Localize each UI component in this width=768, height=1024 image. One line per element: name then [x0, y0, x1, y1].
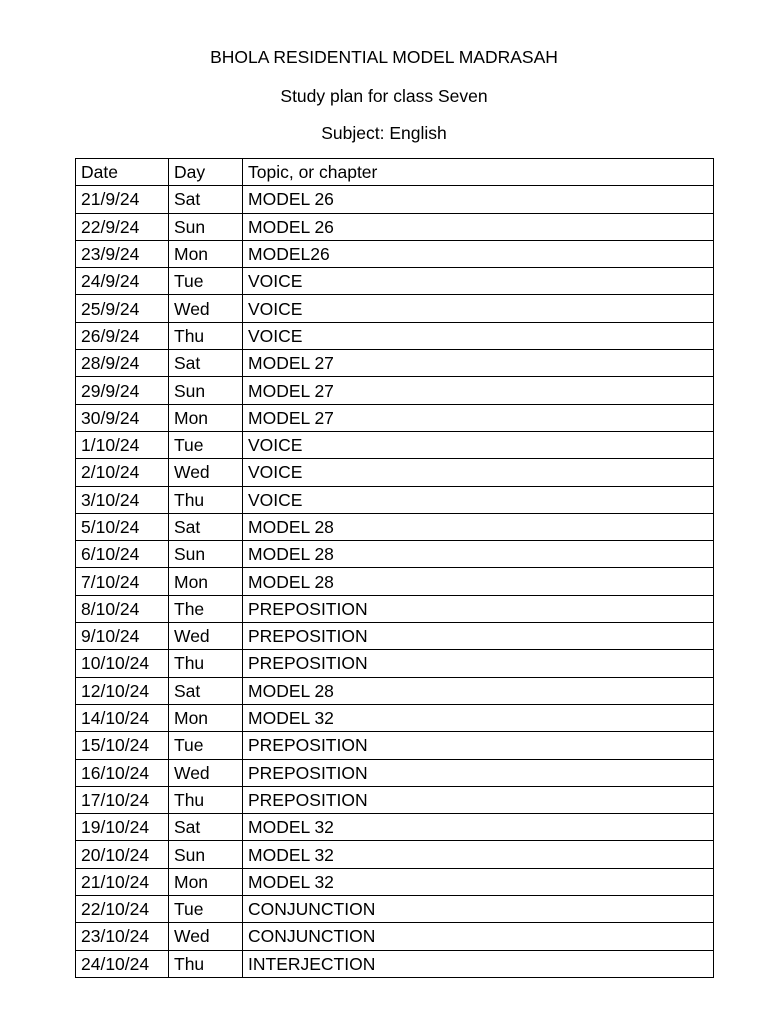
- day-cell: Sun: [169, 541, 243, 568]
- table-row: [76, 213, 714, 240]
- day-cell: Sat: [169, 677, 243, 704]
- date-cell: 1/10/24: [76, 431, 169, 458]
- date-cell: 16/10/24: [76, 759, 169, 786]
- table-row: [76, 677, 714, 704]
- topic-cell: MODEL 26: [243, 186, 714, 213]
- topic-cell: MODEL 28: [243, 541, 714, 568]
- topic-cell: VOICE: [243, 486, 714, 513]
- table-row: [76, 541, 714, 568]
- day-cell: Sun: [169, 841, 243, 868]
- topic-cell: VOICE: [243, 268, 714, 295]
- table-row: [76, 814, 714, 841]
- date-cell: 20/10/24: [76, 841, 169, 868]
- date-cell: 23/10/24: [76, 923, 169, 950]
- date-cell: 10/10/24: [76, 650, 169, 677]
- table-row: [76, 896, 714, 923]
- day-cell: Mon: [169, 404, 243, 431]
- table-row: [76, 841, 714, 868]
- date-cell: 29/9/24: [76, 377, 169, 404]
- table-row: [76, 759, 714, 786]
- table-row: [76, 568, 714, 595]
- day-cell: Tue: [169, 732, 243, 759]
- plan-title: Study plan for class Seven: [280, 86, 488, 106]
- topic-cell: MODEL 26: [243, 213, 714, 240]
- date-cell: 30/9/24: [76, 404, 169, 431]
- day-cell: Tue: [169, 896, 243, 923]
- subject-line: Subject: English: [321, 123, 447, 143]
- date-cell: 28/9/24: [76, 350, 169, 377]
- day-cell: Sun: [169, 377, 243, 404]
- date-cell: 9/10/24: [76, 623, 169, 650]
- date-cell: 8/10/24: [76, 595, 169, 622]
- topic-cell: VOICE: [243, 459, 714, 486]
- topic-cell: MODEL 32: [243, 704, 714, 731]
- header-date: Date: [76, 159, 169, 186]
- date-cell: 3/10/24: [76, 486, 169, 513]
- date-cell: 15/10/24: [76, 732, 169, 759]
- table-row: [76, 404, 714, 431]
- day-cell: Thu: [169, 786, 243, 813]
- topic-cell: PREPOSITION: [243, 623, 714, 650]
- table-row: [76, 486, 714, 513]
- table-row: [76, 377, 714, 404]
- day-cell: Wed: [169, 623, 243, 650]
- table-row: [76, 923, 714, 950]
- study-plan-table: [75, 158, 714, 978]
- table-row: [76, 295, 714, 322]
- topic-cell: INTERJECTION: [243, 950, 714, 977]
- day-cell: Sat: [169, 814, 243, 841]
- date-cell: 6/10/24: [76, 541, 169, 568]
- date-cell: 14/10/24: [76, 704, 169, 731]
- day-cell: The: [169, 595, 243, 622]
- table-header-row: [76, 159, 714, 186]
- topic-cell: MODEL 28: [243, 568, 714, 595]
- date-cell: 5/10/24: [76, 513, 169, 540]
- table-row: [76, 240, 714, 267]
- day-cell: Mon: [169, 704, 243, 731]
- date-cell: 12/10/24: [76, 677, 169, 704]
- topic-cell: MODEL 27: [243, 350, 714, 377]
- date-cell: 17/10/24: [76, 786, 169, 813]
- topic-cell: PREPOSITION: [243, 786, 714, 813]
- header-topic: Topic, or chapter: [243, 159, 714, 186]
- date-cell: 19/10/24: [76, 814, 169, 841]
- topic-cell: MODEL 32: [243, 841, 714, 868]
- date-cell: 24/10/24: [76, 950, 169, 977]
- topic-cell: PREPOSITION: [243, 759, 714, 786]
- day-cell: Tue: [169, 268, 243, 295]
- topic-cell: VOICE: [243, 431, 714, 458]
- day-cell: Thu: [169, 486, 243, 513]
- date-cell: 22/10/24: [76, 896, 169, 923]
- table-row: [76, 732, 714, 759]
- day-cell: Mon: [169, 868, 243, 895]
- date-cell: 21/10/24: [76, 868, 169, 895]
- day-cell: Sat: [169, 186, 243, 213]
- table-row: [76, 868, 714, 895]
- topic-cell: MODEL 27: [243, 404, 714, 431]
- table-row: [76, 950, 714, 977]
- topic-cell: PREPOSITION: [243, 650, 714, 677]
- day-cell: Wed: [169, 759, 243, 786]
- table-row: [76, 704, 714, 731]
- table-row: [76, 322, 714, 349]
- topic-cell: MODEL 28: [243, 513, 714, 540]
- table-row: [76, 786, 714, 813]
- header-day: Day: [169, 159, 243, 186]
- topic-cell: MODEL 28: [243, 677, 714, 704]
- topic-cell: MODEL 32: [243, 868, 714, 895]
- table-row: [76, 623, 714, 650]
- day-cell: Thu: [169, 950, 243, 977]
- date-cell: 25/9/24: [76, 295, 169, 322]
- day-cell: Mon: [169, 568, 243, 595]
- day-cell: Tue: [169, 431, 243, 458]
- table-row: [76, 431, 714, 458]
- topic-cell: MODEL 32: [243, 814, 714, 841]
- day-cell: Wed: [169, 459, 243, 486]
- topic-cell: MODEL 27: [243, 377, 714, 404]
- topic-cell: PREPOSITION: [243, 595, 714, 622]
- day-cell: Wed: [169, 295, 243, 322]
- table-row: [76, 268, 714, 295]
- date-cell: 24/9/24: [76, 268, 169, 295]
- school-name: BHOLA RESIDENTIAL MODEL MADRASAH: [210, 47, 558, 67]
- day-cell: Sun: [169, 213, 243, 240]
- topic-cell: VOICE: [243, 322, 714, 349]
- topic-cell: MODEL26: [243, 240, 714, 267]
- date-cell: 2/10/24: [76, 459, 169, 486]
- table-row: [76, 513, 714, 540]
- day-cell: Sat: [169, 350, 243, 377]
- topic-cell: VOICE: [243, 295, 714, 322]
- topic-cell: CONJUNCTION: [243, 923, 714, 950]
- topic-cell: PREPOSITION: [243, 732, 714, 759]
- day-cell: Thu: [169, 650, 243, 677]
- day-cell: Sat: [169, 513, 243, 540]
- date-cell: 7/10/24: [76, 568, 169, 595]
- day-cell: Mon: [169, 240, 243, 267]
- table-row: [76, 186, 714, 213]
- date-cell: 26/9/24: [76, 322, 169, 349]
- table-row: [76, 459, 714, 486]
- table-row: [76, 595, 714, 622]
- topic-cell: CONJUNCTION: [243, 896, 714, 923]
- table-row: [76, 350, 714, 377]
- date-cell: 21/9/24: [76, 186, 169, 213]
- day-cell: Wed: [169, 923, 243, 950]
- day-cell: Thu: [169, 322, 243, 349]
- date-cell: 23/9/24: [76, 240, 169, 267]
- date-cell: 22/9/24: [76, 213, 169, 240]
- table-row: [76, 650, 714, 677]
